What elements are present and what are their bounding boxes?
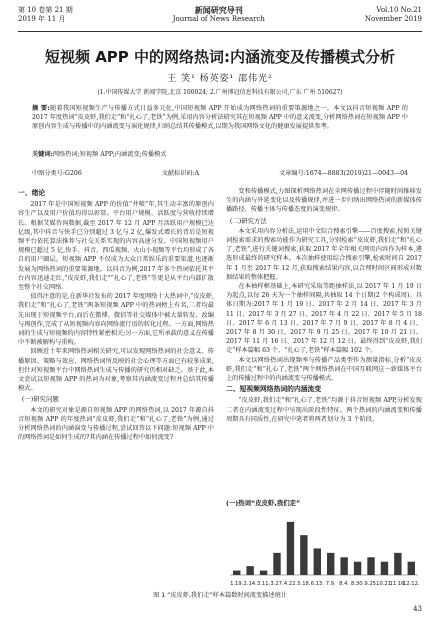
x-tick-label: 4.22. — [283, 581, 298, 587]
journal-title-en: Journal of News Research — [172, 15, 265, 23]
paragraph: 本文的研究对象是源自短视频 APP 的网络热词,以 2017 年源自抖音短视频 APP 的年度热词“皮皮虾,我们走”和“扎心了,老铁”为例,通过分析网络热词的内涵演变与传播过程,尝试回答以下问题:短视频 APP 中的网络热词是如何生成的?其内涵在传播过程中如何流变? — [18, 406, 214, 442]
page-number: 43 — [413, 605, 422, 613]
journal-title-cn: 新闻研究导刊 — [194, 5, 243, 15]
bar — [260, 571, 267, 575]
x-tick-label: 1.19. — [230, 581, 244, 587]
article-title: 短视频 APP 中的网络热词:内涵流变及传播模式分析 — [44, 48, 396, 66]
bar — [246, 566, 253, 575]
header-center — [173, 6, 265, 24]
bar — [340, 557, 347, 575]
x-tick-label: 3.11. — [256, 581, 271, 587]
section-heading: 二、短视频网络热词的内涵流变 — [226, 385, 322, 394]
header-left — [18, 6, 73, 24]
bar — [394, 553, 401, 575]
bar — [354, 562, 361, 575]
header-right — [365, 6, 422, 24]
x-tick-label: 2.14. — [243, 581, 257, 587]
bar — [408, 562, 415, 575]
paragraph: 2017 年是中国短视频 APP 的价值“井喷”年,其生动丰富的原创内容生产以及用户价值均得以彰显。平台用户规模、活跃度与营收持续增长。根据艾媒咨询数据,截至 2017 年 12 月 APP 月活跃用户规模已达亿级,其中抖音与快手已分别超过 3 亿与 2 亿,爆发式增长的背后是短视频平台依托算法推荐与社交关系实现的内容高速分发。中国短视频用户规模已超过 5 亿,快手、抖音、西瓜视频、火山小视频等平台均形成了各自的用户圈层。短视频 APP 不仅成为大众日常娱乐的重要渠道,也逐渐发展为网络热词的重要策源地。以抖音为例,2017 年多个热词依托其平台内容迅速走红,“皮皮虾,我们走”“扎心了,老铁”等更是从平台内部扩散至整个社交网络。 — [18, 201, 214, 292]
paragraph: 在本抽样框基础上,本研究采取等距抽样法,以 2017 年 1 月 19 日为起点,以每 26 天为一个抽样间隔,共抽取 14 个日期(2 个构成周)。具体日期为:2017 年 1 月 19 日、2017 年 2 月 14 日、2017 年 3 月 11 日、2017 年 3 月 27 日、2017 年 4 月 22 日、2017 年 5 月 18 日、2017 年 6 月 13 日、2017 年 7 月 9 日、2017 年 8 月 4 日、2017 年 8 月 30 日、2017 年 9 月 25 日、2017 年 10 月 21 日、2017 年 11 月 16 日、2017 年 12 月 12 日。最终得到“皮皮虾,我们走”样本篇幅 63 个、“扎心了,老铁”样本篇幅 102 个。 — [226, 283, 422, 355]
section-heading: (一)研究问题 — [21, 395, 59, 404]
bar — [287, 522, 294, 575]
body-column-left — [18, 187, 214, 442]
section-heading: 一、绪论 — [18, 189, 46, 197]
x-tick-label: 7.9. — [325, 581, 336, 587]
figure-caption: 图 1 “皮皮虾,我们走”样本篇数时间流变描述统计 — [153, 592, 287, 599]
abstract-label: 摘 要: — [32, 105, 50, 112]
paragraph: 变和传播模式,力图探析网络热词在全网传播过程中伴随时间推移发生的内涵与外延变化以及传播规律,并进一步归纳出网络热词的新媒体传播路径、传播主体与传播态度的演变规律。 — [226, 188, 422, 214]
section-heading: (二)研究方法 — [229, 216, 267, 225]
figure-1 — [226, 498, 422, 600]
article-number: 文章编号:1674—8883(2019)21—0043—04 — [279, 170, 408, 177]
volume-en: Vol.10 No.21 — [376, 6, 422, 14]
x-tick-label: 8.4. — [339, 581, 350, 587]
classification-line — [32, 168, 408, 177]
paragraph: “皮皮虾,我们走”和“扎心了,老铁”均源于抖音短视频 APP,分析发现二者在内涵流变过程中呈现出阶段性特征。两个热词的内涵流变和传播周期具有同质性,在研究中笔者将两者划分为 3 个阶段。 — [226, 397, 422, 423]
bar — [233, 571, 240, 575]
issue-cn: 第 10 卷第 21 期 — [18, 6, 73, 14]
x-tick-label: 6.13. — [310, 581, 324, 587]
clc-number: 中图分类号:G206 — [32, 170, 82, 177]
bar — [273, 553, 280, 575]
x-tick-label: 11.16. — [389, 581, 407, 587]
paragraph: 回顾近十年来网络热词相关研究,可以发现网络热词的社会意义、传播原因、策略与效应、网络热词所反映的社会心理等方面已有较多成果,但针对短视频平台中网络热词生成与传播的研究仍相对缺乏。基于此,本文尝试以短视频 APP 的热词为对象,考察其内涵流变过程并总结其传播模式。 — [18, 348, 214, 393]
paragraph: 本文采用内容分析法,运用中文综合搜索引擎——百度搜索,按照关键词检索需求的搜索功能作为研究工具,分别检索“皮皮虾,我们走”和“扎心了,老铁”,进行关键词搜索,获取 2017 年全年相关网页内容作为样本,遴选形成最终的研究样本。本次抽样使用综合搜索引擎,检索时间自 2017 年 1 月至 2017 年 12 月,获取搜索结果内容,以合理时间区间形成对数据结果的整体把握。 — [226, 227, 422, 281]
page-header — [18, 6, 422, 32]
x-tick-label: 8.30. — [350, 581, 365, 587]
x-tick-label: 12.12. — [403, 581, 420, 587]
doc-code: 文献标识码:A — [161, 170, 200, 177]
bar-chart — [226, 509, 422, 589]
bar — [327, 553, 334, 575]
keywords — [32, 150, 408, 159]
x-tick-label: 9.25. — [364, 581, 378, 587]
x-tick-label: 10.21. — [376, 581, 393, 587]
article-authors: 王 笑¹ 杨英姿¹ 邵伟光² — [167, 74, 273, 84]
paragraph: 值得注意的是,在新华社发布的 2017 年度网络十大热词中,“皮皮虾,我们走”和“扎心了,老铁”两条短视频 APP 中的热词榜上有名,二者均最先出现于短视频平台,而后在微博、微信等社交媒体中被大量转发、改编与再创作,完成了从短视频内容向网络流行语的转化过程。一方面,网络热词的生成与短视频的内容特性紧密相关;另一方面,它所承载的意义在传播中不断被解构与重构。 — [18, 293, 214, 347]
keywords-text: 网络热词;短视频 APP;内涵流变;传播模式 — [52, 151, 167, 158]
keywords-label: 关键词: — [32, 151, 53, 158]
paragraph: 本文以网络热词出现频率与传播产品类型作为测量指标,分析“皮皮虾,我们走”和“扎心了,老铁”两个网络热词在中国互联网这一新媒体平台上的传播过程中的内涵流变与传播模式。 — [226, 356, 422, 383]
bar — [367, 557, 374, 575]
x-tick-label: 5.18. — [297, 581, 311, 587]
abstract-text: 随着我国短视频生产与传播方式日益多元化,中国短视频 APP 开始成为网络热词的重要策源地之一。本文以抖音短视频 APP 的 2017 年度热词“皮皮虾,我们走”和“扎心了,老铁”为例,采用内容分析法研究其在短视频 APP 中的意义流变,分析网络热词在短视频 APP 中原创内容生成与传播中的内涵流变与演化规律,归纳总结其传播模式,以期为我国网络文化的健康发展提供参考。 — [32, 105, 408, 130]
abstract — [32, 104, 408, 131]
bar — [381, 562, 388, 575]
bar — [314, 548, 321, 575]
figure-section-label: (一)热词“皮皮虾,我们走” — [226, 499, 301, 507]
x-tick-label: 3.27. — [270, 581, 284, 587]
article-affiliation: (1.中国传媒大学 新闻学院,北京 100024; 2.广州博冠信息科技有限公司,广东 广州 510627) — [97, 89, 343, 96]
bar — [300, 535, 307, 575]
date-en: November 2019 — [364, 15, 422, 23]
date-cn: 2019 年 11 月 — [18, 15, 66, 23]
body-column-right — [226, 187, 422, 424]
